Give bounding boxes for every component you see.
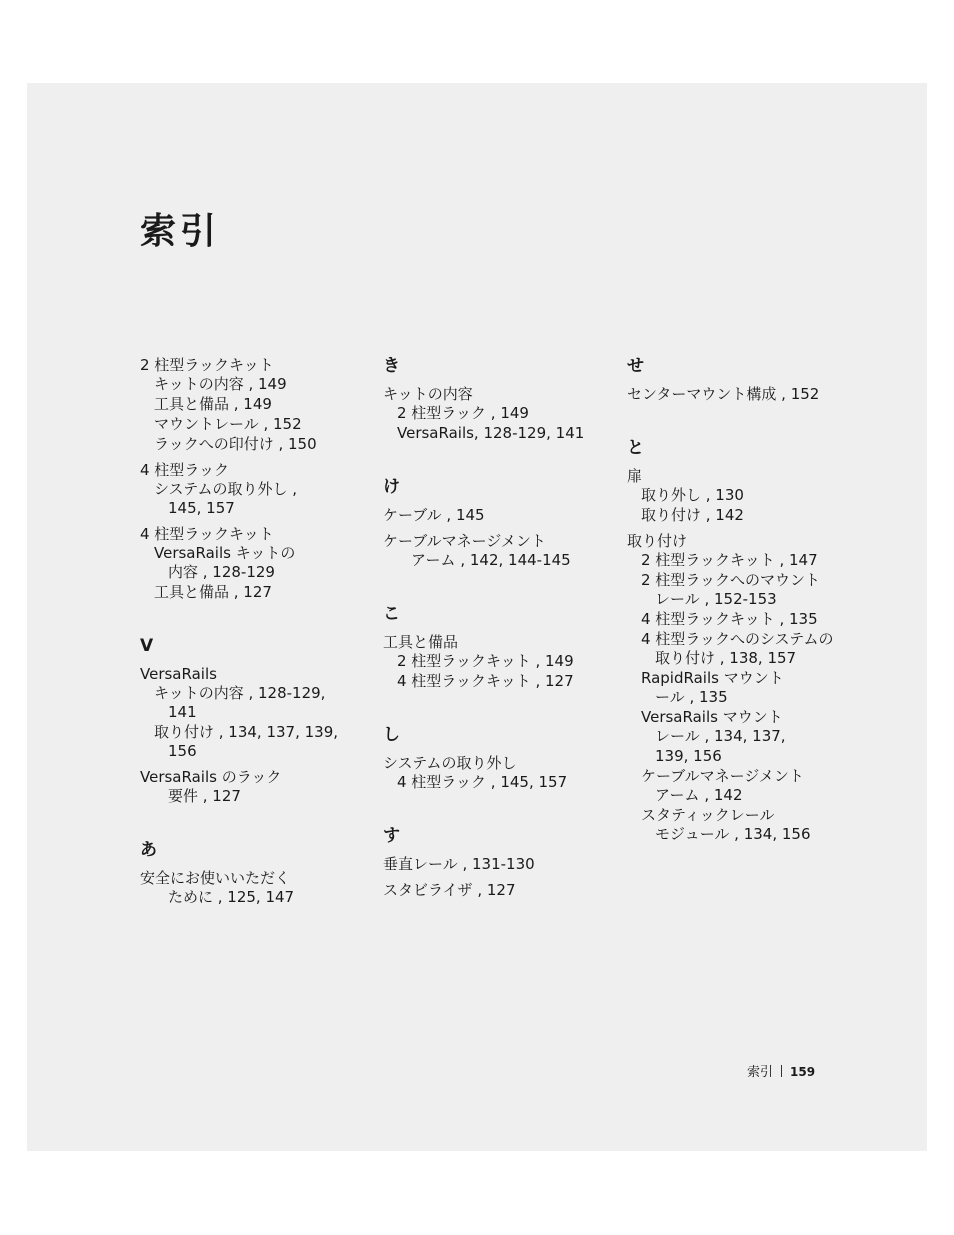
index-entry [627,385,867,404]
sub-entry-continuation: レール , 152-153 [655,590,777,608]
sub-entry-term: 4 柱型ラックへのシステムの [641,630,834,648]
sub-entry [383,424,618,443]
index-column-1 [140,356,375,941]
sub-entry [383,652,618,671]
sub-entry [627,506,867,525]
section-letter: き [383,356,400,376]
sub-entry-term: 工具と備品 , 149 [154,395,272,413]
sub-entry [140,544,375,582]
entry-term: センターマウント構成 , 152 [627,385,820,403]
sub-entry [140,375,375,394]
index-entry [140,356,375,454]
sub-entry [140,415,375,434]
sub-entry-term: 4 柱型ラック , 145, 157 [397,773,568,791]
sub-entry-continuation: 取り付け , 138, 157 [655,649,797,667]
sub-entry-term: RapidRails マウント [641,669,784,687]
sub-entry [140,480,375,518]
sub-entry [383,404,618,423]
section-letter: V [140,636,154,656]
sub-entry [140,435,375,454]
index-section [140,356,375,602]
sub-entry-term: ラックへの印付け , 150 [154,435,317,453]
entry-term: ケーブル , 145 [383,506,485,524]
sub-entry [140,583,375,602]
index-entry [627,467,867,525]
sub-entry-term: キットの内容 , 128-129, [154,684,326,702]
sub-entry-term: 取り外し , 130 [641,486,744,504]
index-entry [627,532,867,844]
sub-entry-continuation: 141 [168,703,197,721]
entry-continuation: アーム , 142, 144-145 [411,551,571,569]
sub-entry-term: ケーブルマネージメント [641,767,804,785]
sub-entry-continuation: 139, 156 [655,747,722,765]
section-letter: こ [383,604,400,624]
sub-entry [627,708,867,746]
sub-entry-term: マウントレール , 152 [154,415,302,433]
index-entry [383,855,618,874]
sub-entry-term: システムの取り外し , [154,480,298,498]
entry-term: キットの内容 [383,385,473,403]
sub-entry-term: VersaRails, 128-129, 141 [397,424,585,442]
index-entry [140,525,375,602]
index-entry [383,754,618,792]
sub-entry [627,630,867,668]
entry-term: 安全にお使いいただく [140,869,291,887]
index-entry [383,881,618,900]
entry-continuation: ために , 125, 147 [168,888,295,906]
sub-entry-continuation: レール , 134, 137, [655,727,786,745]
sub-entry [140,684,375,722]
entry-term: ケーブルマネージメント [383,532,546,550]
section-letter: あ [140,840,157,860]
sub-entry-continuation: 内容 , 128-129 [168,563,275,581]
sub-entry-term: 2 柱型ラック , 149 [397,404,529,422]
sub-entry [627,669,867,707]
index-section [140,636,375,806]
sub-entry-continuation: 145, 157 [168,499,235,517]
index-entry [383,532,618,570]
sub-entry [627,610,867,629]
entry-term: 垂直レール , 131-130 [383,855,535,873]
sub-entry [627,486,867,505]
entry-term: スタビライザ , 127 [383,881,516,899]
index-section [383,826,618,900]
sub-entry [627,551,867,570]
entry-term: 4 柱型ラックキット [140,525,274,543]
index-column-3 [627,356,867,878]
entry-continuation: 要件 , 127 [168,787,241,805]
sub-entry-term: VersaRails キットの [154,544,296,562]
sub-entry [383,672,618,691]
entry-term: 取り付け [627,532,688,550]
index-section [383,604,618,691]
section-letter: し [383,725,400,745]
entry-term: システムの取り外し [383,754,517,772]
page-title: 索引 [140,211,221,252]
sub-entry [627,571,867,609]
sub-entry-term: 4 柱型ラックキット , 127 [397,672,574,690]
sub-entry-term: スタティックレール [641,806,775,824]
index-column-2 [383,356,618,934]
index-section [383,356,618,443]
index-entry [140,768,375,806]
index-entry [383,633,618,691]
sub-entry-term: キットの内容 , 149 [154,375,287,393]
footer-separator [781,1065,782,1077]
entry-term: 4 柱型ラック [140,461,230,479]
sub-entry [627,747,867,766]
entry-term: 2 柱型ラックキット [140,356,274,374]
entry-term: 扉 [627,467,643,485]
sub-entry-continuation: ール , 135 [655,688,728,706]
footer-label: 索引 [747,1065,774,1080]
index-section [627,356,867,404]
section-letter: け [383,477,400,497]
page-number: 159 [790,1065,816,1079]
index-entry [383,385,618,443]
section-letter: と [627,438,644,458]
sub-entry-term: 2 柱型ラックキット , 147 [641,551,818,569]
sub-entry-continuation: 156 [168,742,197,760]
sub-entry-term: 工具と備品 , 127 [154,583,272,601]
sub-entry [383,773,618,792]
sub-entry-term: 2 柱型ラックへのマウント [641,571,821,589]
index-entry [383,506,618,525]
index-entry [140,665,375,761]
section-letter: す [383,826,400,846]
index-section [383,477,618,570]
sub-entry-term: 4 柱型ラックキット , 135 [641,610,818,628]
section-letter: せ [627,356,644,376]
sub-entry [627,767,867,805]
sub-entry-continuation: アーム , 142 [655,786,743,804]
index-section [383,725,618,792]
sub-entry [140,395,375,414]
index-section [140,840,375,907]
entry-term: VersaRails [140,665,217,683]
sub-entry-term: 取り付け , 134, 137, 139, [154,723,339,741]
index-section [627,438,867,844]
index-entry [140,461,375,518]
sub-entry-term: 取り付け , 142 [641,506,744,524]
page-footer [747,1064,815,1081]
entry-term: 工具と備品 [383,633,459,651]
index-entry [140,869,375,907]
sub-entry [627,806,867,844]
sub-entry-continuation: モジュール , 134, 156 [655,825,811,843]
sub-entry [140,723,375,761]
sub-entry-term: 2 柱型ラックキット , 149 [397,652,574,670]
entry-term: VersaRails のラック [140,768,282,786]
sub-entry-term: VersaRails マウント [641,708,783,726]
